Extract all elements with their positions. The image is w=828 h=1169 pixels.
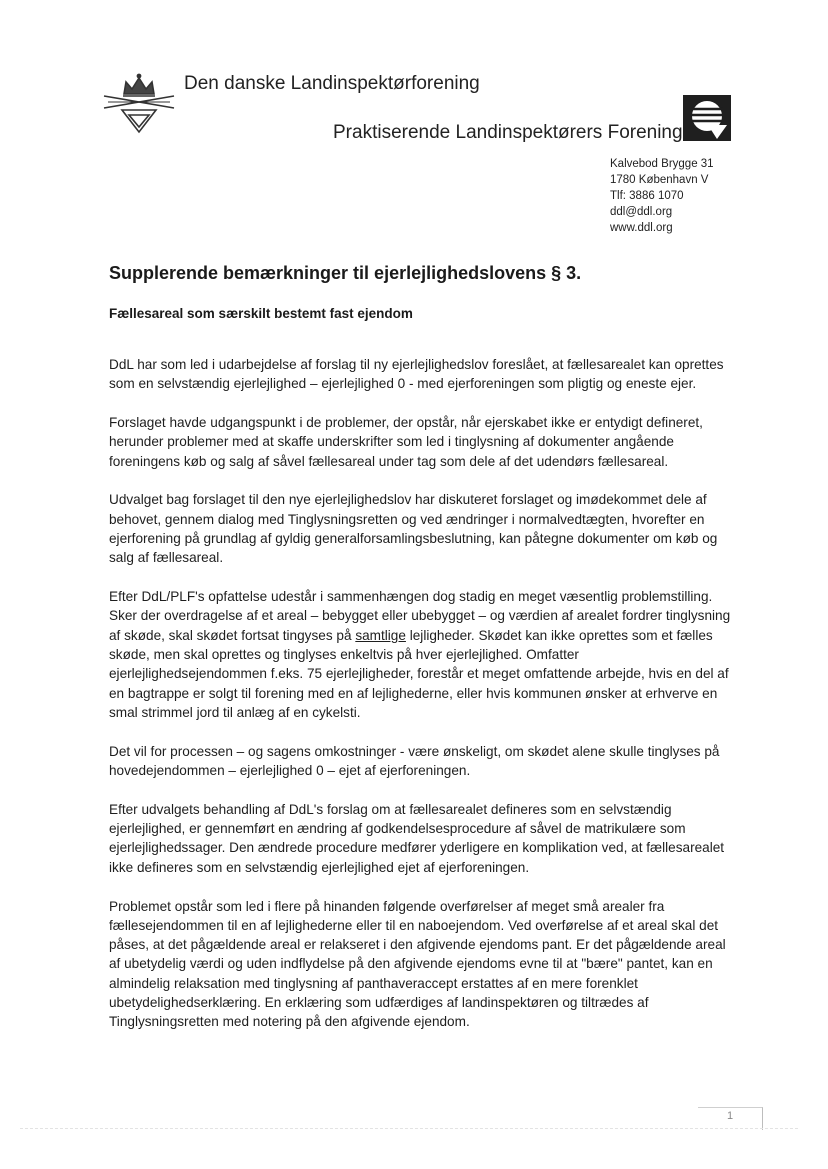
- paragraph-4: [109, 587, 734, 722]
- paragraph-4-underlined-word: samtlige: [355, 627, 406, 643]
- organization-name: Den danske Landinspektørforening: [184, 73, 480, 94]
- plf-globe-triangle-emblem-icon: [683, 95, 731, 141]
- document-body: [109, 355, 734, 1051]
- section-name: Praktiserende Landinspektørers Forening: [333, 122, 683, 143]
- document-title: Supplerende bemærkninger til ejerlejlighedslovens § 3.: [109, 263, 582, 283]
- paragraph-1: DdL har som led i udarbejdelse af forslag til ny ejerlejlighedslov foreslået, at fællesarealet kan oprettes som en selvstændig ejerlejlighed – ejerlejlighed 0 - med ejerforeningen som pligtig og eneste ejer.: [109, 357, 724, 392]
- address-city: 1780 København V: [610, 174, 709, 186]
- address-phone: Tlf: 3886 1070: [610, 190, 684, 202]
- footer-rule: [20, 1128, 798, 1129]
- contact-address: [610, 156, 714, 236]
- paragraph-5: Det vil for processen – og sagens omkostninger - være ønskeligt, om skødet alene skulle tinglyses på hovedejendommen – ejerlejlighed 0 – ejet af ejerforeningen.: [109, 743, 720, 779]
- address-street: Kalvebod Brygge 31: [610, 158, 714, 170]
- address-email: ddl@ddl.org: [610, 206, 673, 218]
- address-website: www.ddl.org: [610, 222, 673, 234]
- page-number: 1: [727, 1110, 734, 1122]
- paragraph-3: Udvalget bag forslaget til den nye ejerlejlighedslov har diskuteret forslaget og imødekommet dele af behovet, gennem dialog med Tinglysningsretten og ved ændringer i normalvedtægten, hvorefter en ejerforening på grundlag af gyldig generalforsamlingsbeslutning, kan påtegne dokumenter om køb og salg af fællesareal.: [109, 492, 718, 566]
- crown-theodolite-emblem-icon: [102, 72, 176, 136]
- paragraph-4-text-start: Efter DdL/PLF's opfattelse udestår i sammenhængen dog stadig en meget væsentlig problemstilling. Sker der overdragelse af et areal – bebygget eller ubebygget – og værdien af arealet fordrer tinglysning af skøde, skal skødet fortsat tingyses på: [109, 589, 731, 643]
- paragraph-4-text-end: lejligheder. Skødet kan ikke oprettes som et fælles skøde, men skal oprettes og tinglyses enkeltvis på hver ejerlejlighed. Omfatter ejerlejlighedsejendommen f.eks. 75 ejerlejligheder, forestår et meget omfattende arbejde, hvis en del af en bagtrappe er solgt til forening med en af lejlighederne, eller hvis kommunen ønsker at erhverve en smal strimmel jord til anlæg af en cykelsti.: [109, 627, 729, 720]
- paragraph-2: Forslaget havde udgangspunkt i de problemer, der opstår, når ejerskabet ikke er entydigt defineret, herunder problemer med at skaffe underskrifter som led i tinglysning af dokumenter angående foreningens køb og salg af såvel fællesareal under tag som dele af det udendørs fællesareal.: [109, 415, 703, 469]
- paragraph-7: Problemet opstår som led i flere på hinanden følgende overførelser af meget små arealer fra fællesejendommen til en af lejlighederne eller til en naboejendom. Ved overførelse af et areal skal det påses, at det pågældende areal er relakseret i den afgivende ejendoms pant. Er det pågældende areal af ubetydelig værdi og uden indflydelse på den afgivende ejendoms evne til at "bære" pantet, kan en almindelig relaksation med tinglysning af panthaveraccept erstattes af en mere forenklet ubetydelighedserklæring. En erklæring som udfærdiges af landinspektøren og tiltrædes af Tinglysningsretten med notering på den afgivende ejendom.: [109, 898, 726, 1030]
- paragraph-6: Efter udvalgets behandling af DdL's forslag om at fællesarealet defineres som en selvstændig ejerlejlighed, er gennemført en ændring af godkendelsesprocedure af såvel de matrikulære som ejerlejlighedssager. Den ændrede procedure medfører yderligere en komplikation ved, at fællesarealet ikke defineres som en selvstændig ejerlejlighed ejet af ejerforeningen.: [109, 801, 725, 875]
- document-subtitle: Fællesareal som særskilt bestemt fast ejendom: [109, 306, 413, 321]
